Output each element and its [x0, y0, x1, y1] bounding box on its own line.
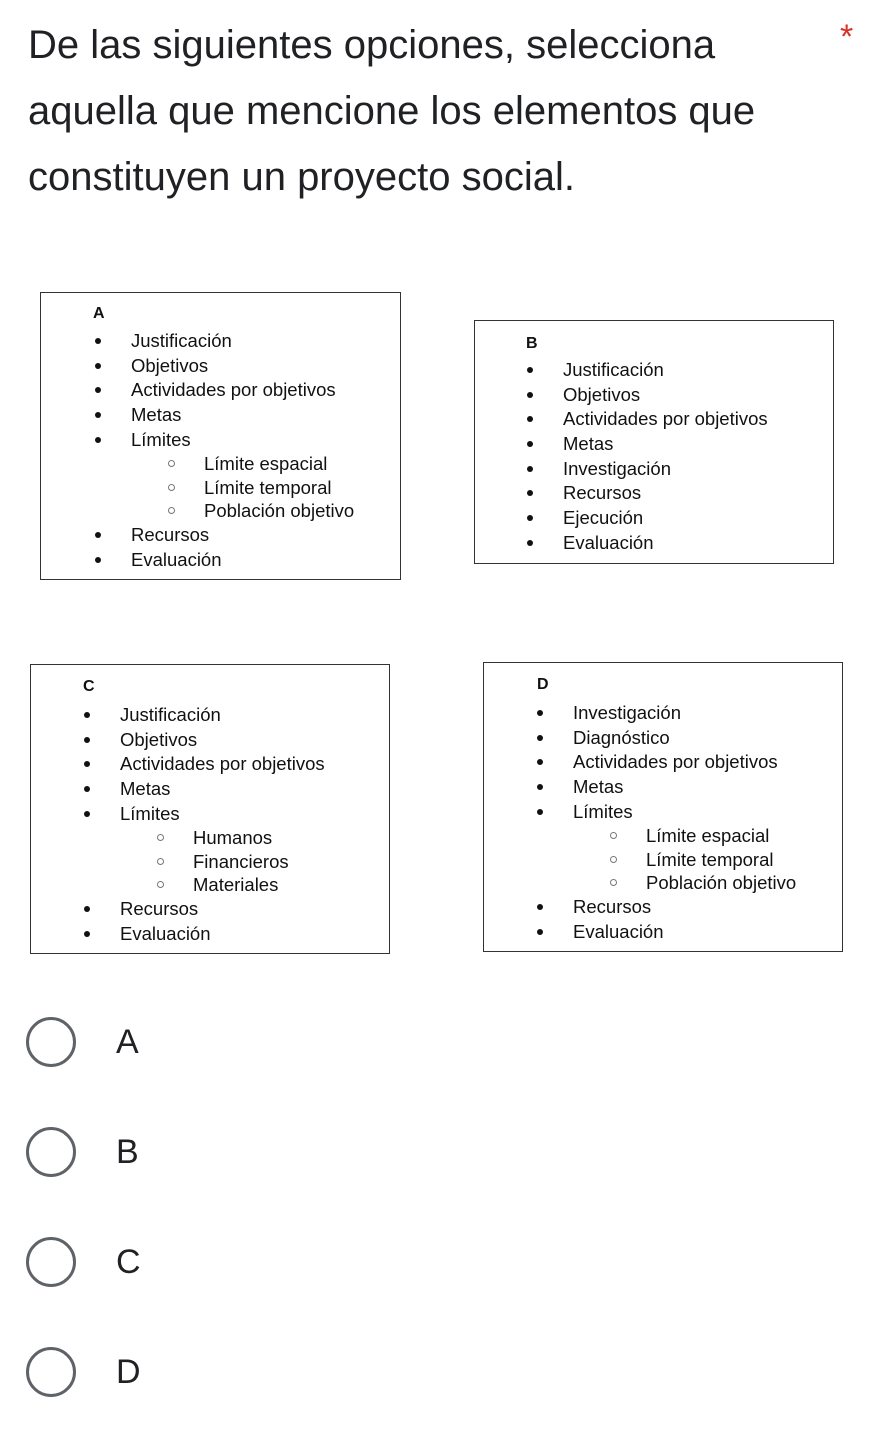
hollow-bullet-icon — [168, 484, 175, 491]
list-item — [131, 378, 354, 403]
sub-list-item — [573, 848, 796, 872]
hollow-bullet-icon — [157, 881, 164, 888]
list-item — [120, 897, 325, 922]
list-item-text: Límite temporal — [204, 476, 332, 498]
list-item-text: Materiales — [193, 874, 279, 896]
radio-button[interactable] — [26, 1017, 76, 1067]
sub-list-item — [573, 871, 796, 895]
list-item — [131, 428, 354, 453]
bullet-icon — [527, 540, 533, 546]
option-d[interactable] — [26, 1344, 326, 1400]
diagram-option-d — [483, 662, 843, 952]
hollow-bullet-icon — [157, 858, 164, 865]
list-item — [563, 358, 768, 383]
bullet-icon — [84, 712, 90, 718]
bullet-icon — [527, 466, 533, 472]
bullet-icon — [527, 490, 533, 496]
list-item-text: Actividades por objetivos — [573, 751, 778, 773]
list-item-text: Investigación — [563, 457, 671, 479]
list-item — [131, 354, 354, 379]
diagram-letter: A — [93, 305, 105, 322]
bullet-icon — [95, 387, 101, 393]
sub-list-item — [120, 826, 325, 850]
radio-button[interactable] — [26, 1127, 76, 1177]
hollow-bullet-icon — [168, 460, 175, 467]
hollow-bullet-icon — [610, 879, 617, 886]
diagram-option-b — [474, 320, 834, 564]
bullet-icon — [537, 809, 543, 815]
bullet-icon — [537, 710, 543, 716]
list-item-text: Límites — [131, 428, 191, 450]
list-item-text: Recursos — [563, 482, 642, 504]
list-item — [573, 920, 796, 945]
list-item-text: Actividades por objetivos — [563, 408, 768, 430]
list-item — [131, 329, 354, 354]
option-b[interactable] — [26, 1124, 326, 1180]
bullet-icon — [95, 437, 101, 443]
diagram-letter: C — [83, 678, 95, 695]
list-item-text: Población objetivo — [646, 872, 797, 894]
bullet-icon — [84, 786, 90, 792]
list-item-text: Justificación — [563, 359, 664, 380]
list-item-text: Objetivos — [563, 383, 641, 405]
hollow-bullet-icon — [168, 507, 175, 514]
bullet-icon — [527, 367, 533, 373]
list-item — [563, 506, 768, 531]
list-item — [120, 752, 325, 777]
option-label[interactable]: B — [116, 1132, 139, 1171]
list-item-text: Límite temporal — [646, 848, 774, 870]
list-item-text: Financieros — [193, 850, 289, 872]
bullet-icon — [537, 784, 543, 790]
hollow-bullet-icon — [157, 834, 164, 841]
list-item — [573, 726, 796, 751]
bullet-icon — [537, 759, 543, 765]
bullet-icon — [84, 761, 90, 767]
bullet-icon — [527, 515, 533, 521]
option-label[interactable]: A — [116, 1022, 139, 1061]
list-item-text: Recursos — [120, 897, 199, 919]
list-item-text: Metas — [120, 778, 171, 800]
bullet-icon — [84, 811, 90, 817]
bullet-icon — [537, 735, 543, 741]
hollow-bullet-icon — [610, 832, 617, 839]
list-item — [563, 457, 768, 482]
bullet-icon — [95, 557, 101, 563]
list-item — [573, 701, 796, 726]
list-item — [131, 403, 354, 428]
bullet-icon — [527, 441, 533, 447]
bullet-icon — [95, 363, 101, 369]
list-item — [131, 548, 354, 573]
list-item-text: Evaluación — [563, 531, 654, 553]
list-item-text: Límite espacial — [204, 453, 328, 475]
list-item-text: Evaluación — [131, 548, 222, 570]
list-item-text: Ejecución — [563, 507, 644, 529]
sub-list-item — [131, 499, 354, 523]
bullet-icon — [84, 931, 90, 937]
list-item-text: Límite espacial — [646, 825, 770, 847]
list-item-text: Objetivos — [120, 728, 198, 750]
bullet-icon — [527, 392, 533, 398]
sub-list-item — [573, 824, 796, 848]
bullet-icon — [95, 532, 101, 538]
required-asterisk: * — [840, 18, 854, 56]
list-item-text: Población objetivo — [204, 500, 355, 522]
list-item-text: Investigación — [573, 702, 681, 723]
list-item-text: Recursos — [573, 895, 652, 917]
list-item-text: Justificación — [120, 704, 221, 725]
list-item-text: Metas — [573, 776, 624, 798]
diagram-letter: B — [526, 335, 538, 352]
list-item-text: Evaluación — [573, 920, 664, 942]
list-item — [563, 383, 768, 408]
list-item — [573, 800, 796, 825]
list-item — [563, 531, 768, 556]
diagram-option-c — [30, 664, 390, 954]
bullet-icon — [84, 737, 90, 743]
diagram-list — [563, 358, 768, 556]
list-item-text: Evaluación — [120, 922, 211, 944]
list-item-text: Límites — [120, 802, 180, 824]
diagram-list — [120, 703, 325, 946]
sub-list-item — [131, 476, 354, 500]
diagram-letter: D — [537, 676, 549, 693]
question-title: De las siguientes opciones, selecciona aquella que mencione los elementos que constituyen un proyecto social. — [28, 23, 756, 199]
option-label[interactable]: C — [116, 1242, 141, 1281]
sub-list-item — [120, 873, 325, 897]
radio-button[interactable] — [26, 1347, 76, 1397]
sub-list-item — [120, 850, 325, 874]
list-item-text: Justificación — [131, 330, 232, 351]
list-item — [120, 777, 325, 802]
list-item — [563, 481, 768, 506]
diagram-list — [131, 329, 354, 572]
list-item-text: Recursos — [131, 523, 210, 545]
list-item — [573, 750, 796, 775]
list-item-text: Metas — [563, 433, 614, 455]
list-item — [563, 432, 768, 457]
bullet-icon — [84, 906, 90, 912]
list-item-text: Metas — [131, 404, 182, 426]
list-item-text: Humanos — [193, 827, 273, 849]
list-item — [573, 895, 796, 920]
list-item — [563, 407, 768, 432]
list-item — [131, 523, 354, 548]
option-label[interactable]: D — [116, 1352, 141, 1391]
option-c[interactable] — [26, 1234, 326, 1290]
option-a[interactable] — [26, 1014, 326, 1070]
bullet-icon — [537, 904, 543, 910]
bullet-icon — [527, 416, 533, 422]
list-item-text: Actividades por objetivos — [131, 379, 336, 401]
list-item — [120, 922, 325, 947]
sub-list-item — [131, 452, 354, 476]
list-item-text: Actividades por objetivos — [120, 753, 325, 775]
bullet-icon — [537, 929, 543, 935]
list-item — [120, 703, 325, 728]
list-item — [573, 775, 796, 800]
list-item — [120, 802, 325, 827]
bullet-icon — [95, 412, 101, 418]
bullet-icon — [95, 338, 101, 344]
diagram-option-a — [40, 292, 401, 580]
list-item-text: Objetivos — [131, 354, 209, 376]
radio-button[interactable] — [26, 1237, 76, 1287]
list-item — [120, 728, 325, 753]
list-item-text: Diagnóstico — [573, 726, 670, 748]
hollow-bullet-icon — [610, 856, 617, 863]
diagram-list — [573, 701, 796, 944]
list-item-text: Límites — [573, 800, 633, 822]
